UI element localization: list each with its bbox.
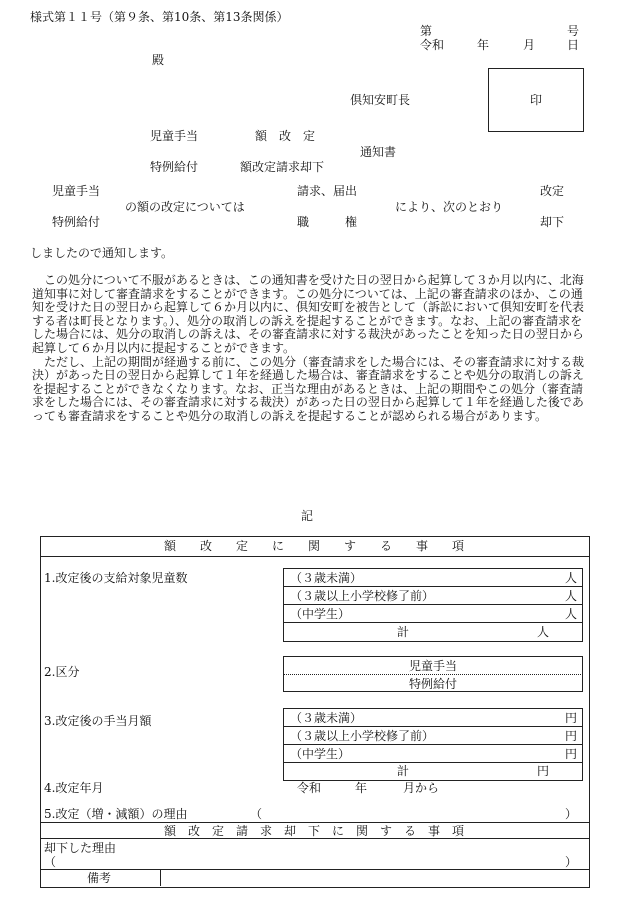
date-month: 月	[523, 38, 536, 52]
appeal-paragraph-2: ただし、上記の期間が経過する前に、この処分（審査請求をした場合には、その審査請求に対する裁決）があった日の翌日から起算して１年を経過した場合は、審査請求をすることや処分の取消しの訴えを提起することができなくなります。なお、正当な理由があるときは、上記の期間やこの処分（審査請求をした場合には、その審査請求に対する裁決）があった日の翌日から起算して１年を経過した後であっても審査請求をすることや処分の取消しの訴えを提起することが認められる場合があります。	[32, 354, 585, 423]
doc-number-prefix: 第	[420, 24, 433, 38]
form-number: 様式第１１号（第９条、第10条、第13条関係）	[30, 10, 289, 24]
intro-special-benefit: 特例給付	[52, 215, 101, 229]
category-divider	[283, 674, 583, 675]
rejection-close-paren: ）	[565, 855, 578, 869]
section-heading-revision: 額 改 定 に 関 す る 事 項	[163, 539, 464, 553]
intro-rejected: 却下	[540, 215, 565, 229]
unit-yen: 円	[565, 711, 578, 725]
issuer-name: 倶知安町長	[350, 93, 411, 107]
title-child-allowance: 児童手当	[150, 129, 199, 143]
remarks-label: 備考	[87, 871, 112, 885]
intro-closing: しましたので通知します。	[30, 246, 174, 260]
intro-ex-officio: 職 権	[297, 215, 358, 229]
row-divider	[283, 744, 583, 745]
intro-child-allowance: 児童手当	[52, 184, 101, 198]
title-notice: 通知書	[360, 145, 397, 159]
date-day: 日	[567, 38, 580, 52]
child-count-junior-high: （中学生）	[290, 607, 351, 621]
title-special-benefit: 特例給付	[150, 160, 199, 174]
amount-3-to-elementary: （３歳以上小学校修了前）	[290, 729, 435, 743]
section-divider	[40, 822, 590, 823]
unit-yen-total: 円	[537, 764, 550, 778]
unit-persons-total: 人	[537, 625, 550, 639]
intro-revised: 改定	[540, 184, 565, 198]
row-divider	[283, 586, 583, 587]
rejection-open-paren: （	[44, 855, 57, 869]
revision-era: 令和	[297, 781, 322, 795]
unit-yen: 円	[565, 747, 578, 761]
addressee-suffix: 殿	[152, 53, 165, 67]
appeal-notice	[32, 274, 592, 424]
category-child-allowance: 児童手当	[408, 659, 457, 673]
row-divider	[283, 762, 583, 763]
intro-request: 請求、届出	[297, 184, 358, 198]
reason-close-paren: ）	[565, 807, 578, 821]
unit-persons: 人	[565, 607, 578, 621]
intro-as-follows: により、次のとおり	[395, 200, 504, 214]
unit-yen: 円	[565, 729, 578, 743]
child-count-total-label: 計	[397, 625, 410, 639]
seal-box	[488, 68, 584, 132]
heading-divider	[40, 556, 590, 557]
unit-persons: 人	[565, 571, 578, 585]
appeal-paragraph-1: この処分について不服があるときは、この通知書を受けた日の翌日から起算して３か月以内に、北海道知事に対して審査請求をすることができます。この処分については、上記の審査請求のほか、この通知を受けた日の翌日から起算して６か月以内に、倶知安町を被告として（訴訟において倶知安町を代表する者は町長となります。）、処分の取消しの訴えを提起することができます。なお、上記の審査請求をした場合には、処分の取消しの訴えは、その審査請求に対する裁決があったことを知った日の翌日から起算して６か月以内に提起することができます。	[32, 273, 585, 355]
row-divider	[283, 726, 583, 727]
title-rejection: 額改定請求却下	[240, 160, 325, 174]
child-count-under3: （３歳未満）	[290, 571, 363, 585]
section-divider	[40, 838, 590, 839]
rejection-reason-label: 却下した理由	[44, 841, 117, 855]
amount-total-label: 計	[397, 764, 410, 778]
date-era: 令和	[420, 38, 445, 52]
item1-label: 1.改定後の支給対象児童数	[44, 571, 188, 585]
seal-label: 印	[529, 93, 542, 107]
section-heading-rejection: 額 改 定 請 求 却 下 に 関 す る 事 項	[163, 824, 464, 838]
item4-label: 4.改定年月	[44, 781, 104, 795]
item3-label: 3.改定後の手当月額	[44, 714, 152, 728]
amount-junior-high: （中学生）	[290, 747, 351, 761]
title-revision: 額 改 定	[255, 129, 316, 143]
revision-year: 年	[355, 781, 368, 795]
unit-persons: 人	[565, 589, 578, 603]
category-special-benefit: 特例給付	[408, 677, 457, 691]
row-divider	[283, 622, 583, 623]
section-divider	[40, 869, 590, 870]
ki-mark: 記	[301, 509, 314, 523]
reason-open-paren: （	[250, 807, 263, 821]
doc-number-suffix: 号	[567, 24, 580, 38]
intro-amount-revision: の額の改定については	[125, 200, 245, 214]
item5-label: 5.改定（増・減額）の理由	[44, 807, 188, 821]
revision-month: 月から	[403, 781, 440, 795]
child-count-3-to-elementary: （３歳以上小学校修了前）	[290, 589, 435, 603]
remarks-divider	[160, 869, 161, 886]
date-year: 年	[477, 38, 490, 52]
item2-label: 2.区分	[44, 665, 80, 679]
row-divider	[283, 604, 583, 605]
amount-under3: （３歳未満）	[290, 711, 363, 725]
